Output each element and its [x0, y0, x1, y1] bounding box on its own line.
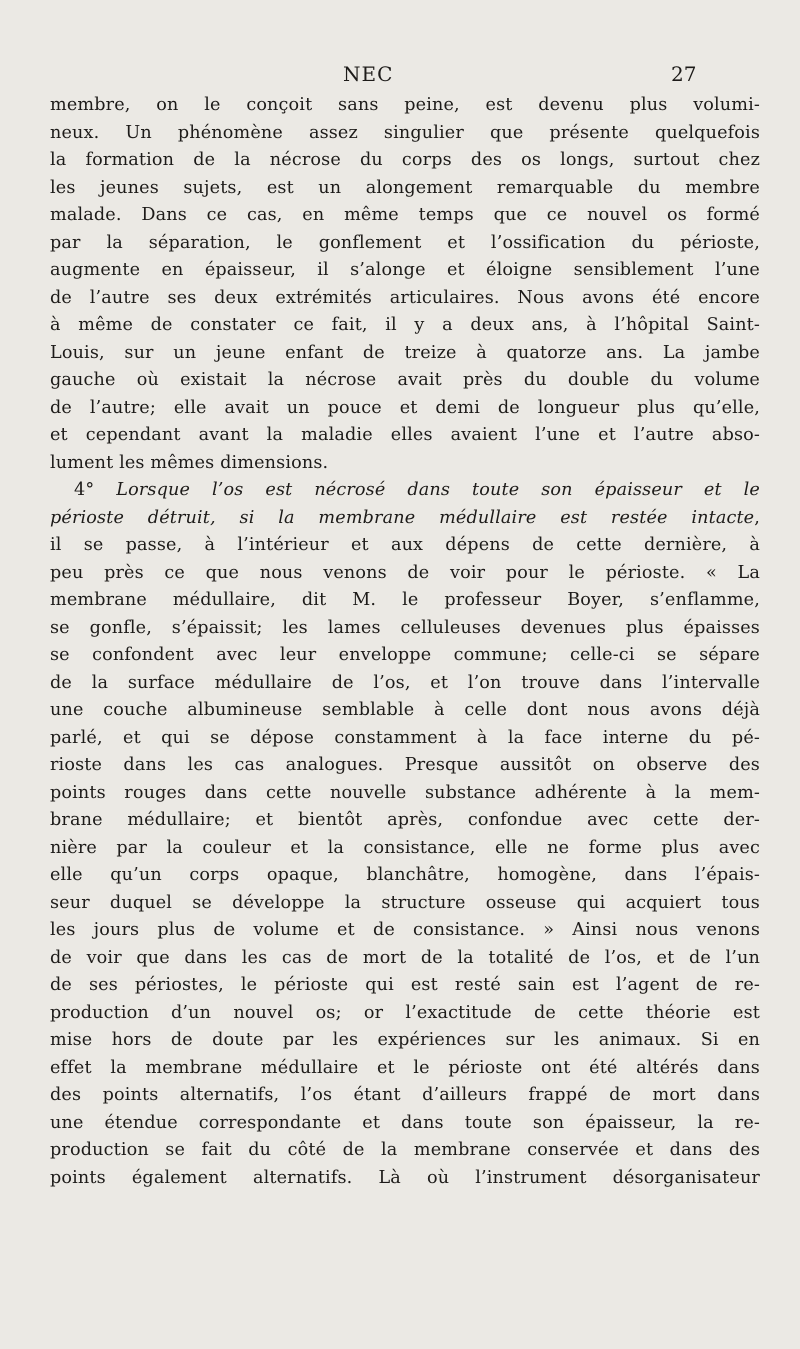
line-text: la formation de la nécrose du corps des os longs, surtout chez: [50, 150, 760, 170]
text-line: [50, 120, 760, 148]
line-text: par la séparation, le gonflement et l’ossification du périoste,: [50, 232, 760, 253]
text-line: [50, 92, 760, 120]
line-text: des points alternatifs, l’os étant d’ailleurs frappé de mort dans: [50, 1085, 760, 1105]
line-text: nière par la couleur et la consistance, elle ne forme plus avec: [50, 837, 760, 858]
line-text: une étendue correspondante et dans toute son épaisseur, la re-: [50, 1112, 760, 1133]
text-line: [50, 752, 760, 780]
line-text: parlé, et qui se dépose constamment à la face interne du pé-: [50, 727, 760, 748]
line-text: points également alternatifs. Là où l’instrument désorganisateur: [50, 1167, 760, 1188]
line-text: mise hors de doute par les expériences sur les animaux. Si en: [50, 1030, 760, 1050]
text-line: [50, 312, 760, 340]
line-text: elle qu’un corps opaque, blanchâtre, homogène, dans l’épais-: [50, 865, 760, 885]
line-text: se gonfle, s’épaissit; les lames celluleuses devenues plus épaisses: [50, 617, 760, 638]
line-text: augmente en épaisseur, il s’alonge et éloigne sensiblement l’une: [50, 260, 760, 280]
text-line: [50, 532, 760, 560]
text-line: [50, 725, 760, 753]
page-number: 27: [671, 62, 697, 86]
text-line: [50, 1027, 760, 1055]
text-line: [50, 257, 760, 285]
line-text: de ses périostes, le périoste qui est resté sain est l’agent de re-: [50, 975, 760, 995]
line-text: de l’autre ses deux extrémités articulaires. Nous avons été encore: [50, 287, 760, 308]
line-text: membrane médullaire, dit M. le professeur Boyer, s’enflamme,: [50, 590, 760, 610]
text-line: [50, 1165, 760, 1193]
text-line: [50, 1110, 760, 1138]
text-line: [50, 1055, 760, 1083]
text-line: [50, 202, 760, 230]
text-line: [50, 615, 760, 643]
text-line: [50, 505, 760, 533]
line-text: effet la membrane médullaire et le périoste ont été altérés dans: [50, 1057, 760, 1078]
line-text: il se passe, à l’intérieur et aux dépens de cette dernière, à: [50, 535, 760, 555]
running-head: NEC: [343, 62, 394, 86]
line-text: membre, on le conçoit sans peine, est devenu plus volumi-: [50, 95, 760, 115]
line-text: points rouges dans cette nouvelle substance adhérente à la mem-: [50, 782, 760, 803]
line-text: les jours plus de volume et de consistance. » Ainsi nous venons: [50, 920, 760, 940]
line-text: seur duquel se développe la structure osseuse qui acquiert tous: [50, 892, 760, 913]
text-line: [50, 807, 760, 835]
line-text: une couche albumineuse semblable à celle dont nous avons déjà: [50, 700, 760, 720]
text-line: [50, 642, 760, 670]
line-text: et cependant avant la maladie elles avaient l’une et l’autre abso-: [50, 425, 760, 445]
line-text: neux. Un phénomène assez singulier que présente quelquefois: [50, 122, 760, 143]
line-text: se confondent avec leur enveloppe commune; celle-ci se sépare: [50, 645, 760, 665]
text-line: [50, 945, 760, 973]
text-line: [50, 175, 760, 203]
line-text: brane médullaire; et bientôt après, confondue avec cette der-: [50, 810, 760, 830]
text-line: [50, 917, 760, 945]
text-line: [50, 587, 760, 615]
line-text: malade. Dans ce cas, en même temps que ce nouvel os formé: [50, 205, 760, 225]
line-text: de l’autre; elle avait un pouce et demi de longueur plus qu’elle,: [50, 397, 760, 418]
text-line: [50, 972, 760, 1000]
line-text: production d’un nouvel os; or l’exactitude de cette théorie est: [50, 1002, 760, 1023]
text-line: [50, 560, 760, 588]
italic-text: Lorsque l’os est nécrosé dans toute son épaisseur et le: [116, 480, 760, 500]
line-text: de la surface médullaire de l’os, et l’on trouve dans l’intervalle: [50, 672, 760, 693]
text-line: [50, 395, 760, 423]
text-line: [50, 147, 760, 175]
italic-text: périoste détruit, si la membrane médullaire est restée intacte: [50, 507, 755, 528]
text-line: [50, 477, 760, 505]
text-line: [50, 890, 760, 918]
line-text: à même de constater ce fait, il y a deux ans, à l’hôpital Saint-: [50, 315, 760, 335]
text-line: [50, 862, 760, 890]
line-text: ,: [754, 507, 760, 528]
line-text: les jeunes sujets, est un alongement remarquable du membre: [50, 177, 760, 198]
text-line: [50, 1082, 760, 1110]
item-number: 4°: [74, 480, 117, 500]
text-line: [50, 697, 760, 725]
text-line: [50, 1137, 760, 1165]
line-text: gauche où existait la nécrose avait près du double du volume: [50, 370, 760, 390]
text-line: [50, 835, 760, 863]
line-text: peu près ce que nous venons de voir pour le périoste. « La: [50, 562, 760, 583]
line-text: production se fait du côté de la membrane conservée et dans des: [50, 1140, 760, 1160]
line-text: de voir que dans les cas de mort de la totalité de l’os, et de l’un: [50, 947, 760, 968]
line-text: Louis, sur un jeune enfant de treize à quatorze ans. La jambe: [50, 342, 760, 363]
text-line: [50, 285, 760, 313]
text-line: [50, 367, 760, 395]
text-line: [50, 340, 760, 368]
text-line: [50, 450, 760, 478]
text-line: [50, 780, 760, 808]
page-header: [0, 62, 800, 92]
line-text: lument les mêmes dimensions.: [50, 452, 329, 473]
text-line: [50, 422, 760, 450]
body-text: [50, 92, 760, 1192]
text-line: [50, 230, 760, 258]
text-line: [50, 1000, 760, 1028]
text-line: [50, 670, 760, 698]
line-text: rioste dans les cas analogues. Presque aussitôt on observe des: [50, 755, 760, 775]
